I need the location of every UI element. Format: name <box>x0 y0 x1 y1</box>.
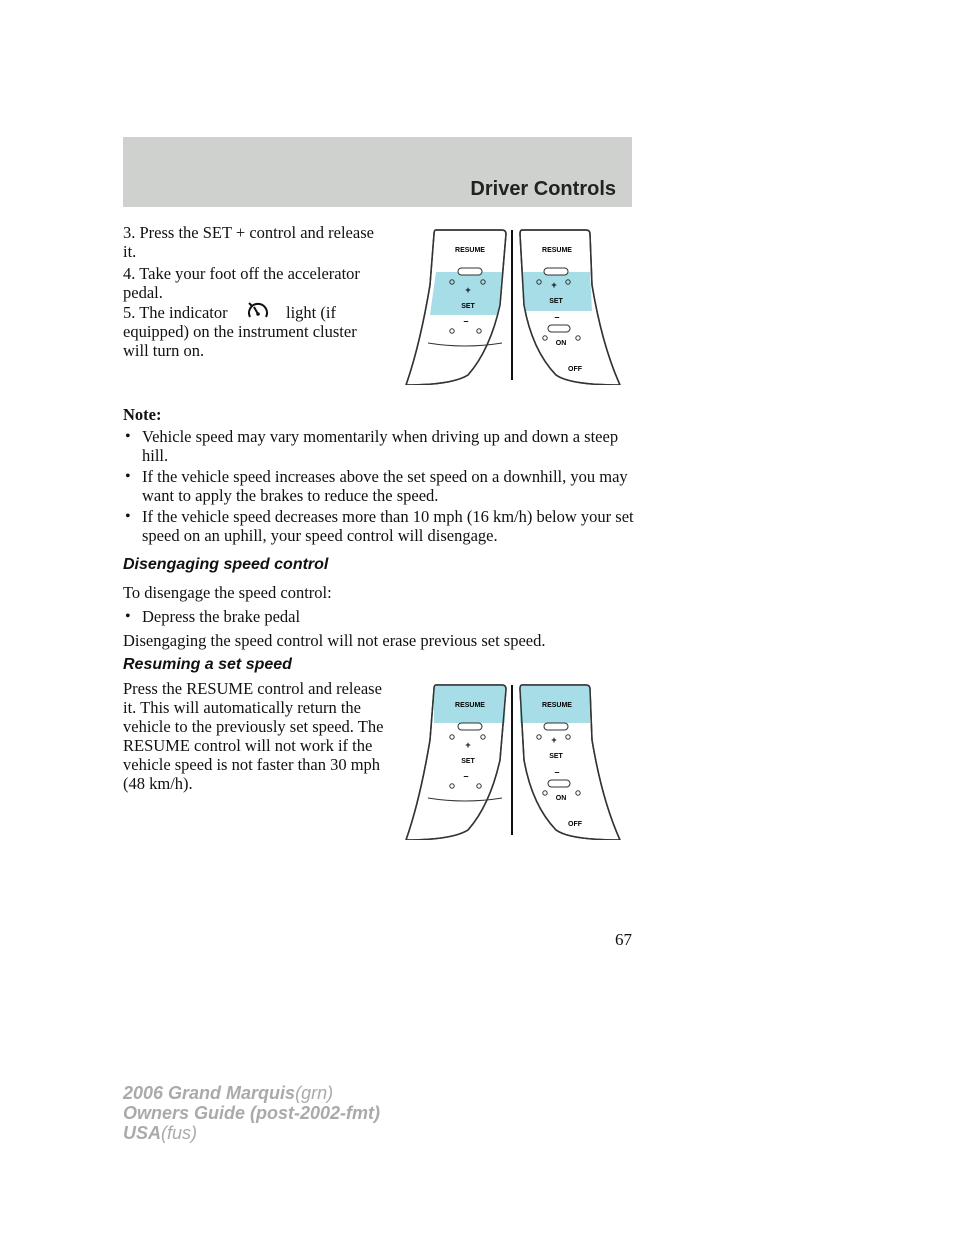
svg-text:RESUME: RESUME <box>542 247 572 254</box>
svg-text:RESUME: RESUME <box>542 702 572 709</box>
svg-text:SET: SET <box>549 298 563 305</box>
note-label: Note: <box>123 405 162 424</box>
footer-market-code: (fus) <box>161 1123 198 1143</box>
svg-text:ON: ON <box>555 340 567 347</box>
speed-control-indicator-icon <box>246 301 270 323</box>
svg-text:RESUME: RESUME <box>455 702 485 709</box>
svg-text:–: – <box>554 767 560 777</box>
step-4: 4. Take your foot off the accelerator pedal. <box>123 264 360 302</box>
svg-text:SET: SET <box>461 303 475 310</box>
svg-text:RESUME: RESUME <box>455 247 485 254</box>
document-footer <box>123 1083 380 1143</box>
speed-control-figure-set <box>400 225 625 385</box>
svg-text:OFF: OFF <box>568 821 582 828</box>
step-5-mid: light (if <box>286 303 336 322</box>
disengage-intro: To disengage the speed control: <box>123 583 332 602</box>
resume-body: Press the RESUME control and release it. This will automatically return the vehicle to the previously set speed. The RESUME control will not work if the vehicle speed is not faster than 30 mph (48 km/h). <box>123 679 384 793</box>
bullet-icon: • <box>125 608 131 625</box>
step-5-start: 5. The indicator <box>123 303 228 322</box>
svg-text:+: + <box>465 285 471 295</box>
svg-text:+: + <box>551 735 557 745</box>
page-number: 67 <box>615 930 632 949</box>
resume-heading: Resuming a set speed <box>123 656 292 673</box>
note-item: If the vehicle speed decreases more than 10 mph (16 km/h) below your set speed on an uphill, your speed control will disengage. <box>142 507 634 545</box>
footer-model: 2006 Grand Marquis <box>123 1083 296 1103</box>
footer-model-code: (grn) <box>295 1083 334 1103</box>
speed-control-figure-resume <box>400 680 625 840</box>
svg-text:–: – <box>554 312 560 322</box>
disengage-after: Disengaging the speed control will not erase previous set speed. <box>123 631 546 650</box>
svg-text:+: + <box>465 740 471 750</box>
disengage-item: Depress the brake pedal <box>142 607 301 626</box>
footer-guide: Owners Guide (post-2002-fmt) <box>123 1103 381 1123</box>
svg-text:–: – <box>463 316 469 326</box>
note-item: Vehicle speed may vary momentarily when driving up and down a steep hill. <box>142 427 619 465</box>
svg-text:SET: SET <box>549 753 563 760</box>
footer-market: USA <box>123 1123 162 1143</box>
bullet-icon: • <box>125 468 131 485</box>
note-item: If the vehicle speed increases above the set speed on a downhill, you may want to apply the brakes to reduce the speed. <box>142 467 628 505</box>
header-band <box>123 137 632 207</box>
step-5-end: equipped) on the instrument cluster will turn on. <box>123 322 357 360</box>
disengage-heading: Disengaging speed control <box>123 556 329 573</box>
svg-text:OFF: OFF <box>568 366 582 373</box>
svg-text:ON: ON <box>555 795 567 802</box>
bullet-icon: • <box>125 508 131 525</box>
svg-text:–: – <box>463 771 469 781</box>
svg-text:+: + <box>551 280 557 290</box>
section-title: Driver Controls <box>470 178 616 200</box>
bullet-icon: • <box>125 428 131 445</box>
svg-text:SET: SET <box>461 758 475 765</box>
step-3: 3. Press the SET + control and release it. <box>123 223 374 261</box>
